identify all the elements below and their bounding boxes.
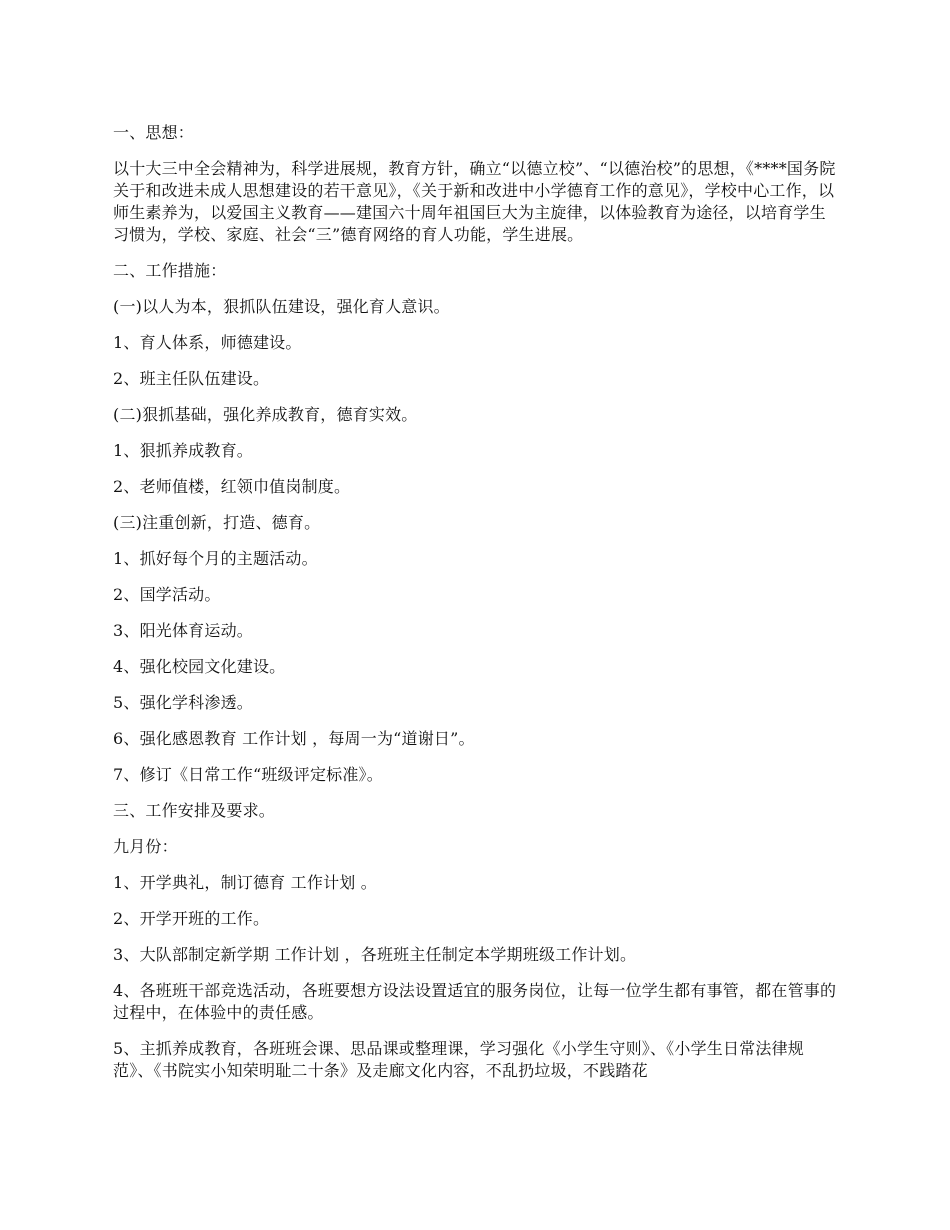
ideology-paragraph: 以十大三中全会精神为，科学进展规，教育方针，确立“以德立校”、“以德治校”的思想，《****国务院关于和改进未成人思想建设的若干意见》，《关于新和改进中小学德育工作的意见》，学校中心工作，以师生素养为，以爱国主义教育——建国六十周年祖国巨大为主旋律，以体验教育为途径，以培育学生习惯为，学校、家庭、社会“三”德育网络的育人功能，学生进展。: [113, 159, 836, 244]
document-body: [113, 122, 837, 1096]
list-item: 1、开学典礼，制订德育 工作计划 。: [113, 873, 377, 892]
list-item: 1、抓好每个月的主题活动。: [113, 549, 318, 568]
list-item: 3、阳光体育运动。: [113, 621, 253, 640]
subsection-heading-2: (二)狠抓基础，强化养成教育，德育实效。: [113, 405, 418, 424]
section-heading-ideology: 一、思想：: [113, 123, 195, 142]
list-item: 5、强化学科渗透。: [113, 693, 253, 712]
list-item: 2、老师值楼，红领巾值岗制度。: [113, 477, 351, 496]
list-item: 1、狠抓养成教育。: [113, 441, 253, 460]
list-item: 6、强化感恩教育 工作计划 ，每周一为“道谢日”。: [113, 729, 475, 748]
list-item: 4、强化校园文化建设。: [113, 657, 286, 676]
month-heading-september: 九月份：: [113, 837, 178, 856]
list-item: 2、开学开班的工作。: [113, 909, 270, 928]
list-item: 1、育人体系，师德建设。: [113, 333, 302, 352]
list-item: 5、主抓养成教育，各班班会课、思品课或整理课，学习强化《小学生守则》、《小学生日常法律规范》、《书院实小知荣明耻二十条》及走廊文化内容，不乱扔垃圾，不践踏花: [113, 1039, 804, 1080]
section-heading-measures: 二、工作措施：: [113, 261, 227, 280]
section-heading-schedule: 三、工作安排及要求。: [113, 801, 276, 820]
subsection-heading-3: (三)注重创新，打造、德育。: [113, 513, 321, 532]
list-item: 2、班主任队伍建设。: [113, 369, 270, 388]
list-item: 3、大队部制定新学期 工作计划 ，各班班主任制定本学期班级工作计划。: [113, 945, 637, 964]
subsection-heading-1: (一)以人为本，狠抓队伍建设，强化育人意识。: [113, 297, 450, 316]
list-item: 4、各班班干部竞选活动，各班要想方设法设置适宜的服务岗位，让每一位学生都有事管，都在管事的过程中，在体验中的责任感。: [113, 981, 837, 1022]
list-item: 7、修订《日常工作“班级评定标准》。: [113, 765, 383, 784]
list-item: 2、国学活动。: [113, 585, 221, 604]
